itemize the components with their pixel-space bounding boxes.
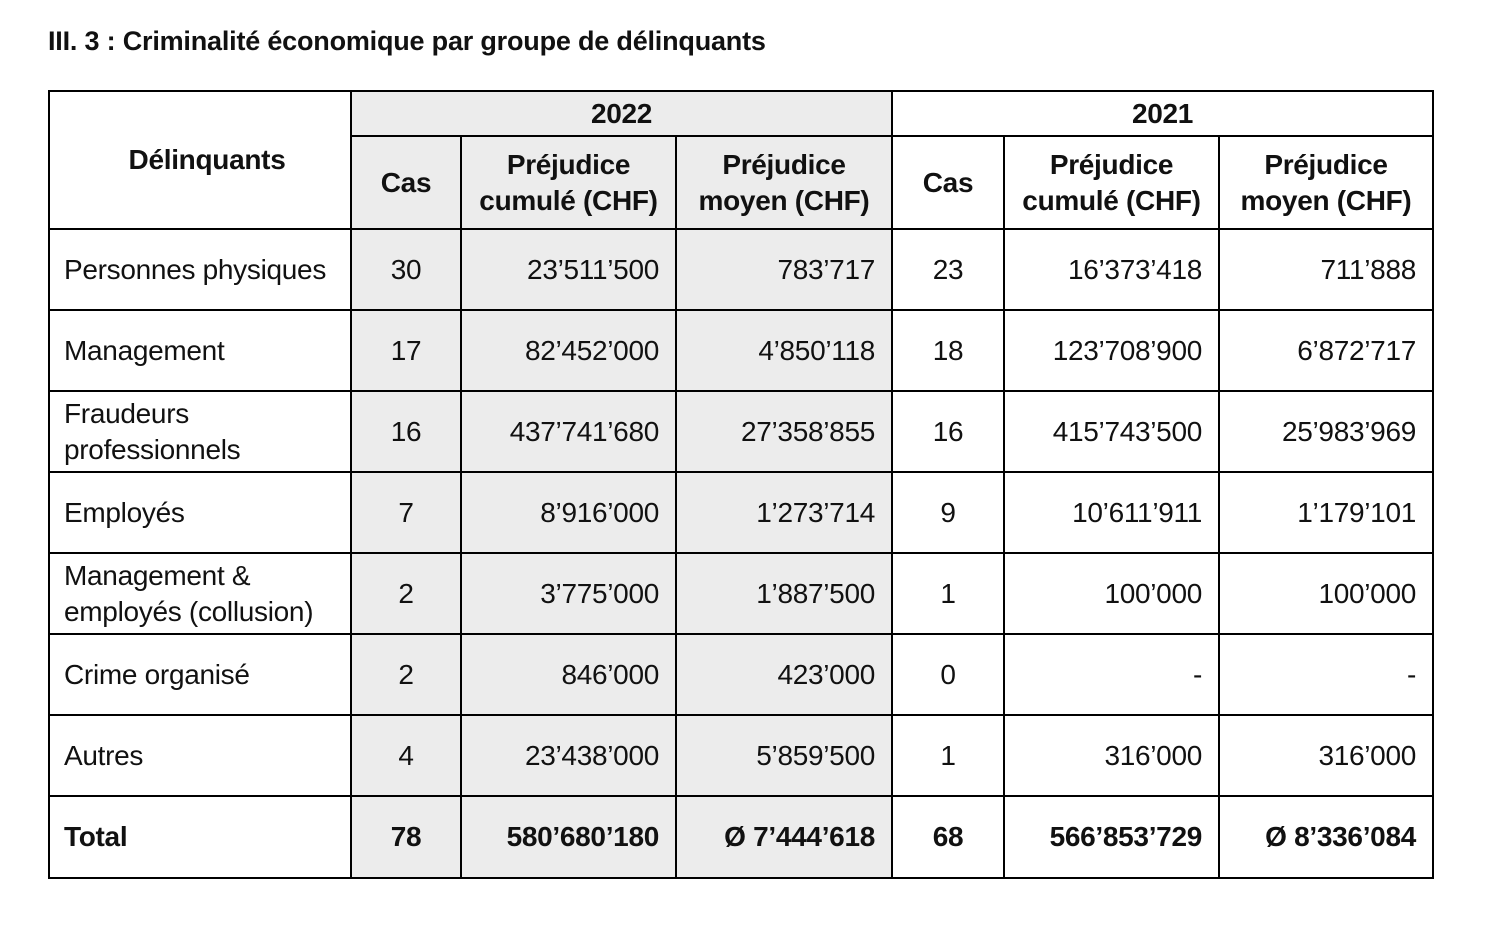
cell-moyen-2021: 100’000 xyxy=(1219,553,1433,634)
col-header-moyen-2021: Préjudice moyen (CHF) xyxy=(1219,136,1433,229)
cell-moyen-2022: 27’358’855 xyxy=(676,391,892,472)
table-row-management xyxy=(49,310,1433,391)
cell-cas-2022: 7 xyxy=(351,472,461,553)
cell-cumule-2022: 3’775’000 xyxy=(461,553,676,634)
row-label: Management & employés (collusion) xyxy=(49,553,351,634)
cell-total-cas-2021: 68 xyxy=(892,796,1004,878)
cell-cumule-2021: 10’611’911 xyxy=(1004,472,1219,553)
cell-cumule-2021: 16’373’418 xyxy=(1004,229,1219,310)
cell-cumule-2021: 415’743’500 xyxy=(1004,391,1219,472)
cell-cumule-2022: 82’452’000 xyxy=(461,310,676,391)
cell-moyen-2021: 6’872’717 xyxy=(1219,310,1433,391)
row-label: Autres xyxy=(49,715,351,796)
cell-cas-2021: 16 xyxy=(892,391,1004,472)
page-title: III. 3 : Criminalité économique par groupe de délinquants xyxy=(48,26,766,56)
cell-moyen-2021: 316’000 xyxy=(1219,715,1433,796)
cell-cas-2021: 18 xyxy=(892,310,1004,391)
year-header-2021: 2021 xyxy=(892,91,1433,136)
year-header-row xyxy=(49,91,1433,136)
cell-cas-2022: 17 xyxy=(351,310,461,391)
row-label: Employés xyxy=(49,472,351,553)
col-header-moyen-2022: Préjudice moyen (CHF) xyxy=(676,136,892,229)
cell-cas-2022: 4 xyxy=(351,715,461,796)
col-header-cas-2021: Cas xyxy=(892,136,1004,229)
cell-cas-2022: 2 xyxy=(351,634,461,715)
year-header-2022: 2022 xyxy=(351,91,892,136)
cell-cumule-2021: 123’708’900 xyxy=(1004,310,1219,391)
cell-cumule-2021: 100’000 xyxy=(1004,553,1219,634)
row-label: Fraudeurs professionnels xyxy=(49,391,351,472)
table-row-fraudeurs-professionnels xyxy=(49,391,1433,472)
cell-cas-2021: 1 xyxy=(892,553,1004,634)
column-header-delinquants: Délinquants xyxy=(49,91,351,229)
cell-cumule-2021: 316’000 xyxy=(1004,715,1219,796)
cell-moyen-2022: 4’850’118 xyxy=(676,310,892,391)
cell-moyen-2021: 1’179’101 xyxy=(1219,472,1433,553)
cell-moyen-2022: 783’717 xyxy=(676,229,892,310)
row-label: Crime organisé xyxy=(49,634,351,715)
table-row-personnes-physiques xyxy=(49,229,1433,310)
table-row-crime-organise xyxy=(49,634,1433,715)
cell-cumule-2022: 23’438’000 xyxy=(461,715,676,796)
table-row-employes xyxy=(49,472,1433,553)
cell-cas-2022: 2 xyxy=(351,553,461,634)
cell-cumule-2022: 437’741’680 xyxy=(461,391,676,472)
col-header-cumule-2022: Préjudice cumulé (CHF) xyxy=(461,136,676,229)
row-label: Management xyxy=(49,310,351,391)
cell-total-moyen-2022: Ø 7’444’618 xyxy=(676,796,892,878)
col-header-cumule-2021: Préjudice cumulé (CHF) xyxy=(1004,136,1219,229)
table-row-management-employes-collusion xyxy=(49,553,1433,634)
cell-cumule-2021: - xyxy=(1004,634,1219,715)
cell-total-cas-2022: 78 xyxy=(351,796,461,878)
cell-moyen-2022: 423’000 xyxy=(676,634,892,715)
cell-cumule-2022: 846’000 xyxy=(461,634,676,715)
cell-moyen-2021: - xyxy=(1219,634,1433,715)
cell-cas-2021: 1 xyxy=(892,715,1004,796)
cell-cas-2021: 9 xyxy=(892,472,1004,553)
col-header-cas-2022: Cas xyxy=(351,136,461,229)
cell-total-moyen-2021: Ø 8’336’084 xyxy=(1219,796,1433,878)
cell-moyen-2021: 25’983’969 xyxy=(1219,391,1433,472)
cell-moyen-2022: 1’887’500 xyxy=(676,553,892,634)
cell-moyen-2021: 711’888 xyxy=(1219,229,1433,310)
row-label: Personnes physiques xyxy=(49,229,351,310)
cell-total-cumule-2022: 580’680’180 xyxy=(461,796,676,878)
table-row-total xyxy=(49,796,1433,878)
cell-cas-2022: 30 xyxy=(351,229,461,310)
cell-cumule-2022: 23’511’500 xyxy=(461,229,676,310)
cell-moyen-2022: 1’273’714 xyxy=(676,472,892,553)
row-label-total: Total xyxy=(49,796,351,878)
cell-moyen-2022: 5’859’500 xyxy=(676,715,892,796)
cell-cas-2022: 16 xyxy=(351,391,461,472)
cell-total-cumule-2021: 566’853’729 xyxy=(1004,796,1219,878)
cell-cumule-2022: 8’916’000 xyxy=(461,472,676,553)
economic-crime-table xyxy=(48,90,1434,879)
cell-cas-2021: 23 xyxy=(892,229,1004,310)
cell-cas-2021: 0 xyxy=(892,634,1004,715)
table-row-autres xyxy=(49,715,1433,796)
